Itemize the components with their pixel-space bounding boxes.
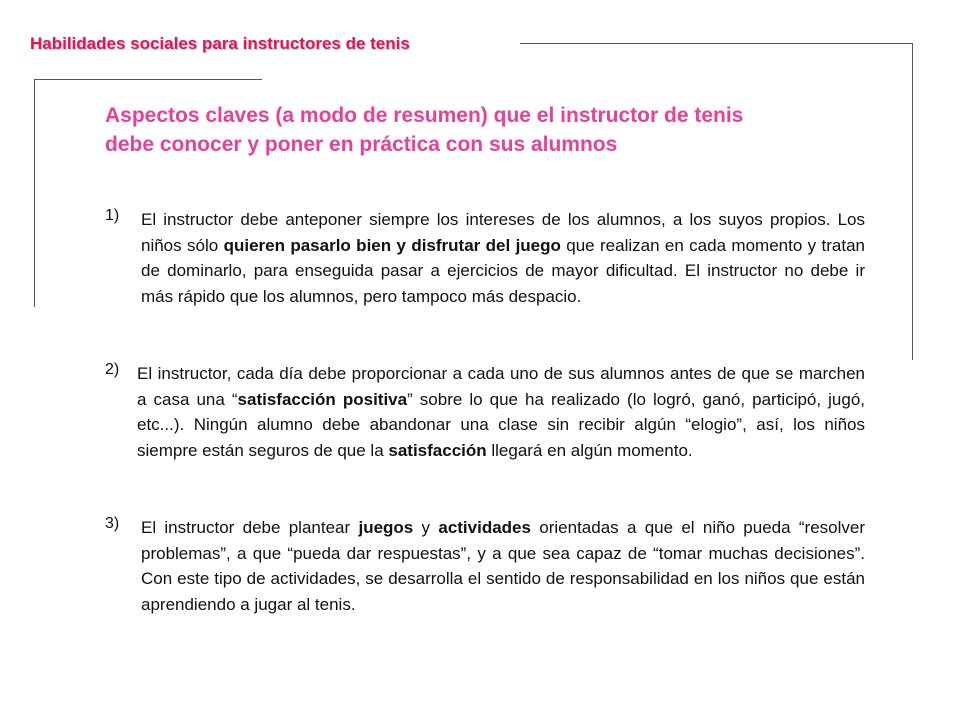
frame-line-top-left <box>34 79 262 80</box>
section-subtitle <box>105 101 865 159</box>
frame-line-top-right <box>520 43 913 44</box>
page-header-title: Habilidades sociales para instructores de tenis <box>30 34 410 53</box>
list-item-3 <box>105 515 865 618</box>
text-segment: El instructor debe plantear <box>141 518 359 537</box>
text-segment: El instructor debe anteponer siempre los intereses de los alumnos, a los suyos propios. Los niños sólo <box>141 210 865 255</box>
list-item-2 <box>105 361 865 464</box>
item-number: 1) <box>105 207 120 224</box>
text-segment: ” sobre lo que ha realizado (lo logró, ganó, participó, jugó, etc...). Ningún alumno debe abandonar una clase sin recibir algún “elogio”, así, los niños siempre están seguros de que la <box>137 389 866 461</box>
bold-segment: satisfacción positiva <box>237 389 408 409</box>
item-text <box>141 207 865 310</box>
text-segment: orientadas a que el niño pueda “resolver problemas”, a que “pueda dar respuestas”, y a que sea capaz de “tomar muchas decisiones”. Con este tipo de actividades, se desarrolla el sentido de responsabilidad en los niños que están aprendiendo a jugar al tenis. <box>141 518 866 615</box>
item-text <box>137 361 865 464</box>
subtitle-line-2: debe conocer y poner en práctica con sus alumnos <box>105 133 618 156</box>
text-segment: llegará en algún momento. <box>486 441 693 461</box>
item-text <box>141 515 865 618</box>
subtitle-line-1: Aspectos claves (a modo de resumen) que el instructor de tenis <box>105 104 744 127</box>
bold-segment: quieren pasarlo bien y disfrutar del juego <box>223 235 561 255</box>
bold-segment: satisfacción <box>388 441 487 461</box>
text-segment: El instructor, cada día debe proporcionar a cada uno de sus alumnos antes de que se marchen a casa una “ <box>137 364 865 409</box>
bold-segment: juegos <box>358 518 414 537</box>
item-number: 2) <box>105 361 120 378</box>
frame-line-left <box>34 79 35 307</box>
text-segment: que realizan en cada momento y tratan de dominarlo, para enseguida pasar a ejercicios de mayor dificultad. El instructor no debe ir más rápido que los alumnos, pero tampoco más despacio. <box>141 235 865 307</box>
item-number: 3) <box>105 515 120 532</box>
list-item-1 <box>105 207 865 310</box>
text-segment: y <box>413 518 439 537</box>
bold-segment: actividades <box>438 518 531 537</box>
frame-line-right <box>912 43 913 360</box>
